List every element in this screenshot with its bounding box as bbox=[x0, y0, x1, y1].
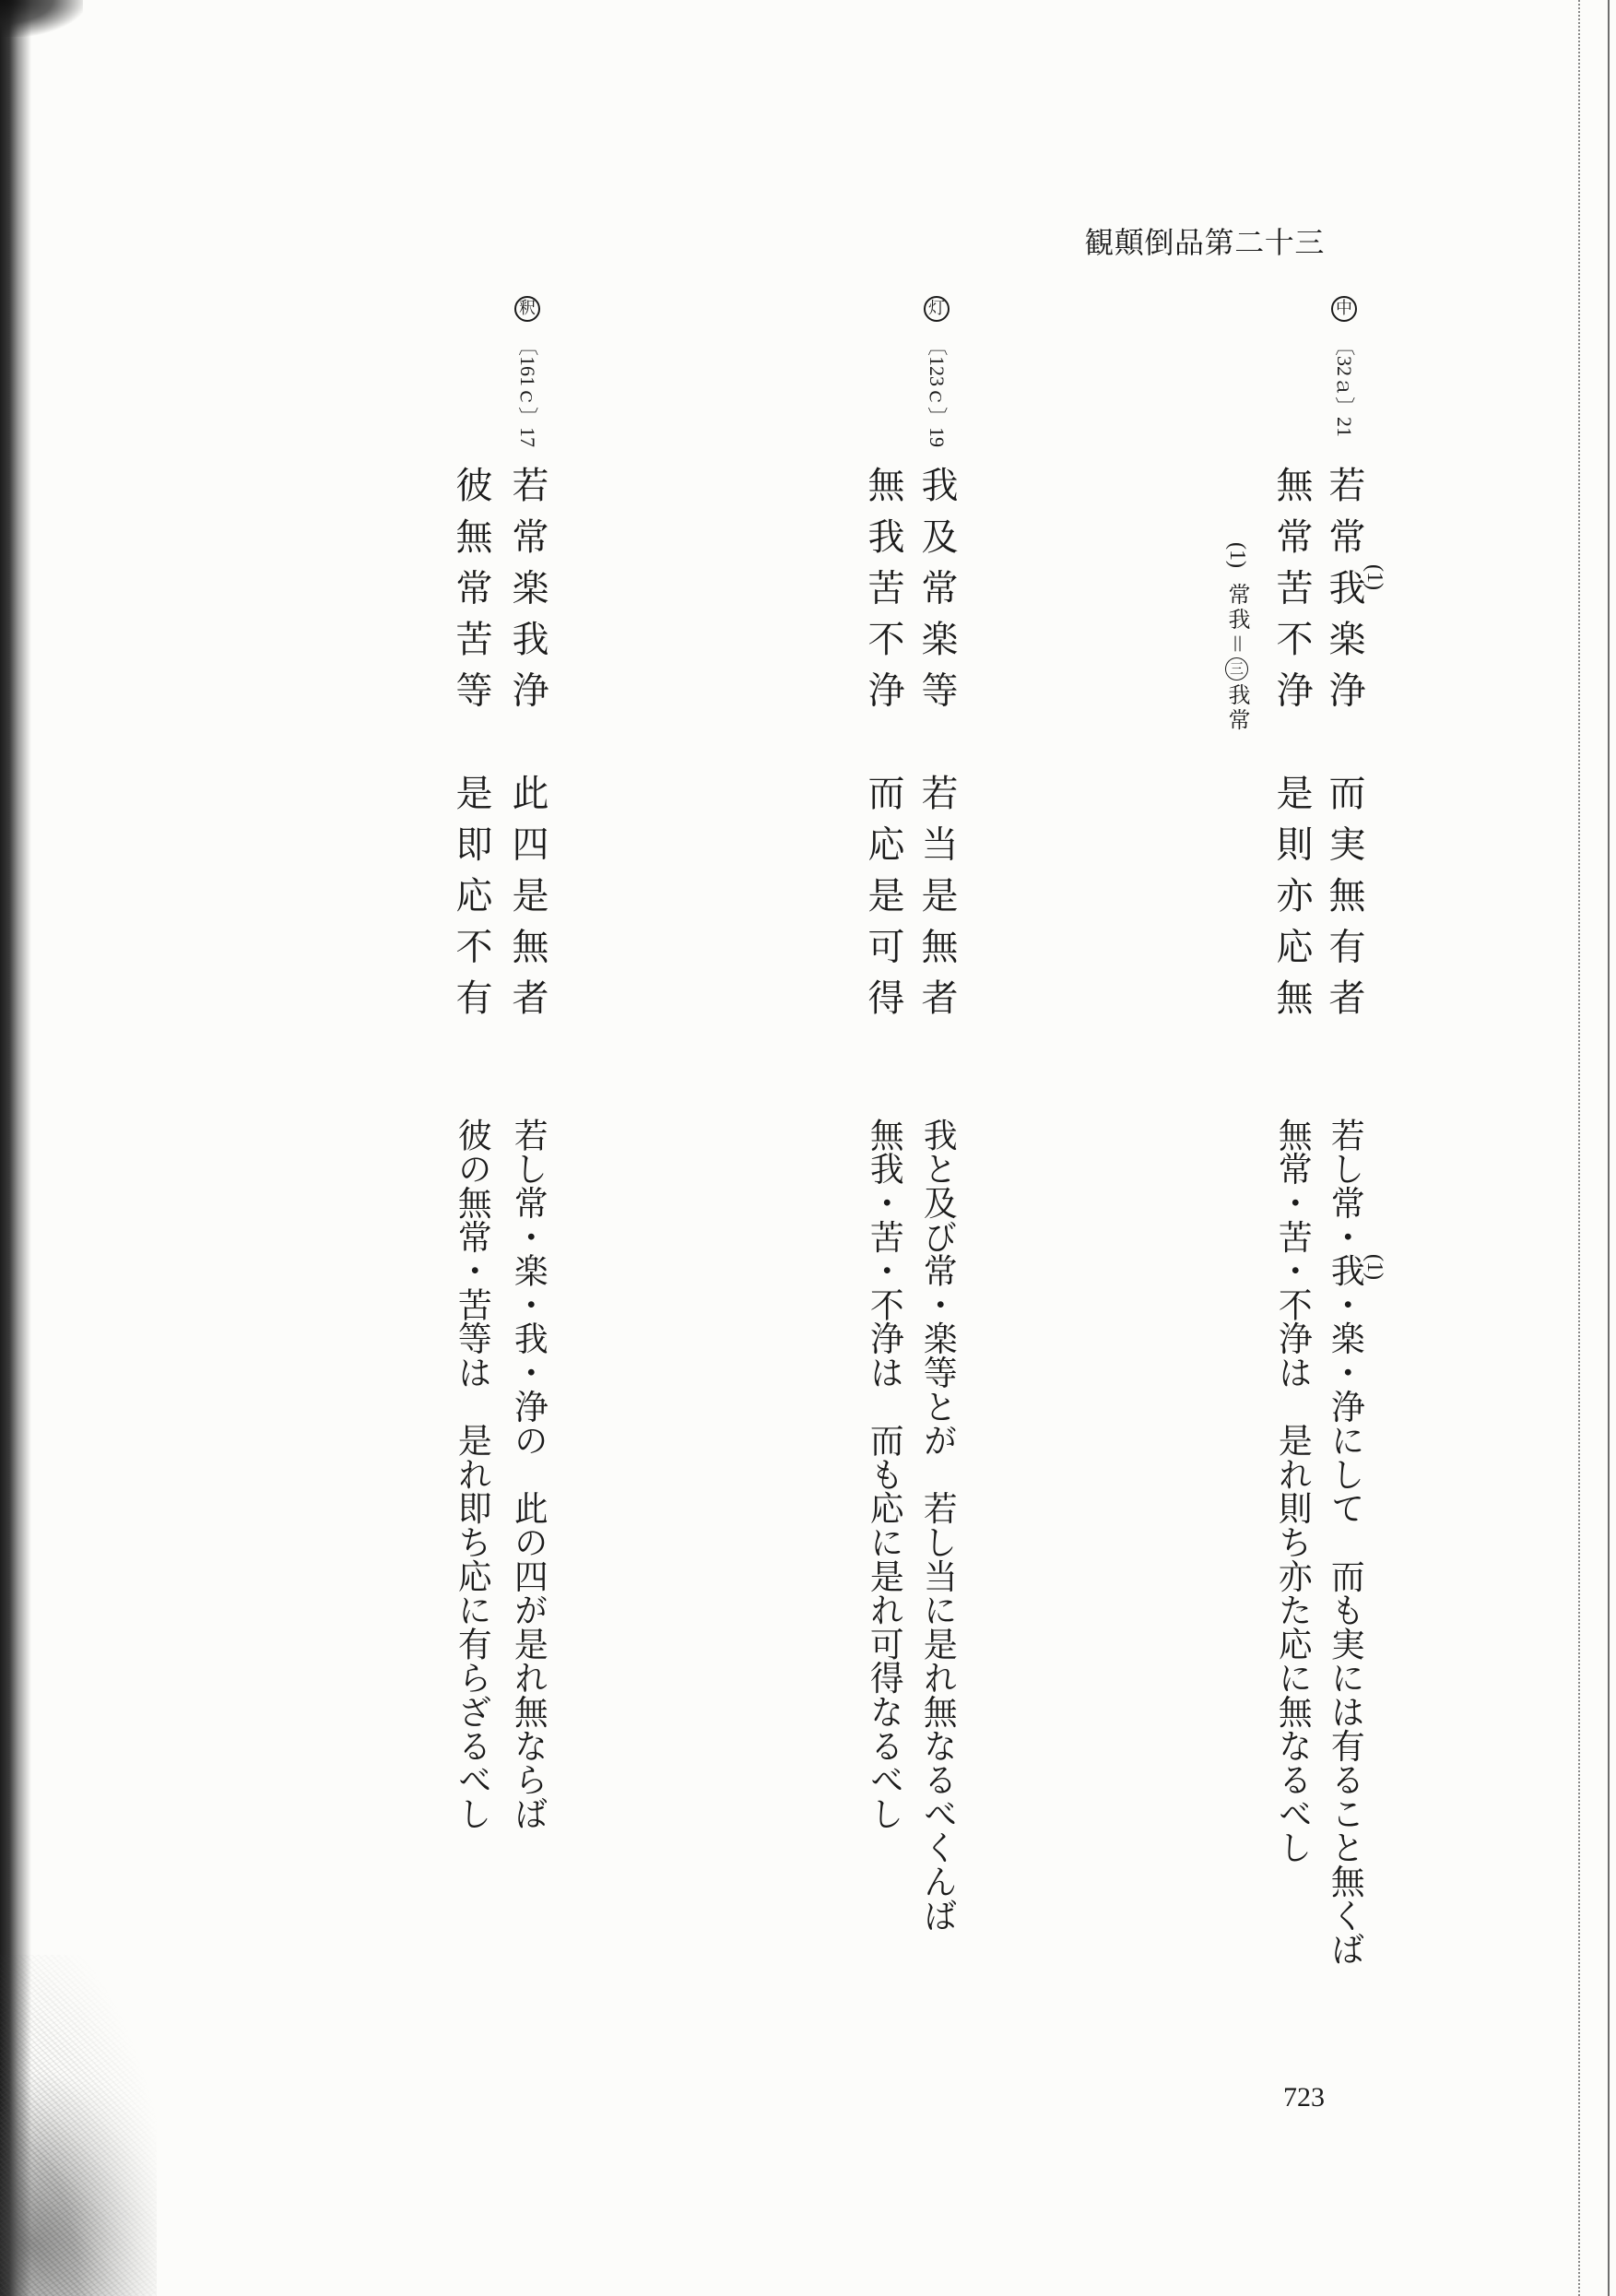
verse-line: 若常楽我浄 此四是無者 bbox=[506, 466, 548, 1030]
reading-line: 若し常・我・楽・浄にして 而も実には有ること無くば bbox=[1325, 1118, 1365, 1966]
verse-line: 無我苦不浄 而応是可得 bbox=[862, 466, 904, 1030]
reading-line: 無常・苦・不浄は 是れ則ち亦た応に無なるべし bbox=[1272, 1118, 1313, 1864]
source-mark-label: 釈 bbox=[519, 299, 536, 318]
source-mark-label: 中 bbox=[1336, 299, 1352, 318]
verse-line: 無常苦不浄 是則亦応無 bbox=[1270, 466, 1313, 1030]
edition-mark-label: 三 bbox=[1229, 660, 1244, 677]
scan-edge-line bbox=[1608, 0, 1610, 2296]
source-ref: 〔161ｃ〕17 bbox=[516, 336, 539, 448]
running-head: 観顛倒品第二十三 bbox=[1084, 225, 1325, 260]
note-marker: (1) bbox=[1362, 564, 1386, 590]
edition-mark bbox=[1225, 657, 1248, 681]
verse-line: 若常我楽浄 而実無有者 bbox=[1323, 466, 1365, 1030]
scan-noise-bottom-left bbox=[0, 1955, 157, 2296]
source-mark bbox=[514, 296, 540, 322]
scan-edge-line bbox=[1578, 0, 1580, 2296]
verse-line: 彼無常苦等 是即応不有 bbox=[450, 466, 492, 1030]
verse-line: 我及常楽等 若当是無者 bbox=[915, 466, 958, 1030]
reading-line: 無我・苦・不浄は 而も応に是れ可得なるべし bbox=[864, 1118, 904, 1830]
note-marker: (1) bbox=[1362, 1254, 1386, 1280]
reading-line: 彼の無常・苦等は 是れ即ち応に有らざるべし bbox=[452, 1118, 492, 1830]
scan-shadow-left bbox=[0, 0, 31, 2296]
page-number: 723 bbox=[1283, 2082, 1325, 2113]
footnote-marker: (1) bbox=[1225, 542, 1249, 568]
reading-line: 若し常・楽・我・浄の 此の四が是れ無ならば bbox=[508, 1118, 548, 1830]
source-mark-label: 灯 bbox=[928, 299, 945, 318]
footnote-text: 常我＝ bbox=[1224, 583, 1250, 657]
scan-shadow-corner bbox=[0, 0, 83, 37]
source-ref: 〔32ａ〕21 bbox=[1333, 336, 1356, 438]
source-mark bbox=[924, 296, 950, 322]
source-mark bbox=[1331, 296, 1357, 322]
source-ref: 〔123ｃ〕19 bbox=[926, 336, 949, 448]
footnote-text: 我常 bbox=[1224, 683, 1250, 733]
reading-line: 我と及び常・楽等とが 若し当に是れ無なるべくんば bbox=[917, 1118, 958, 1933]
